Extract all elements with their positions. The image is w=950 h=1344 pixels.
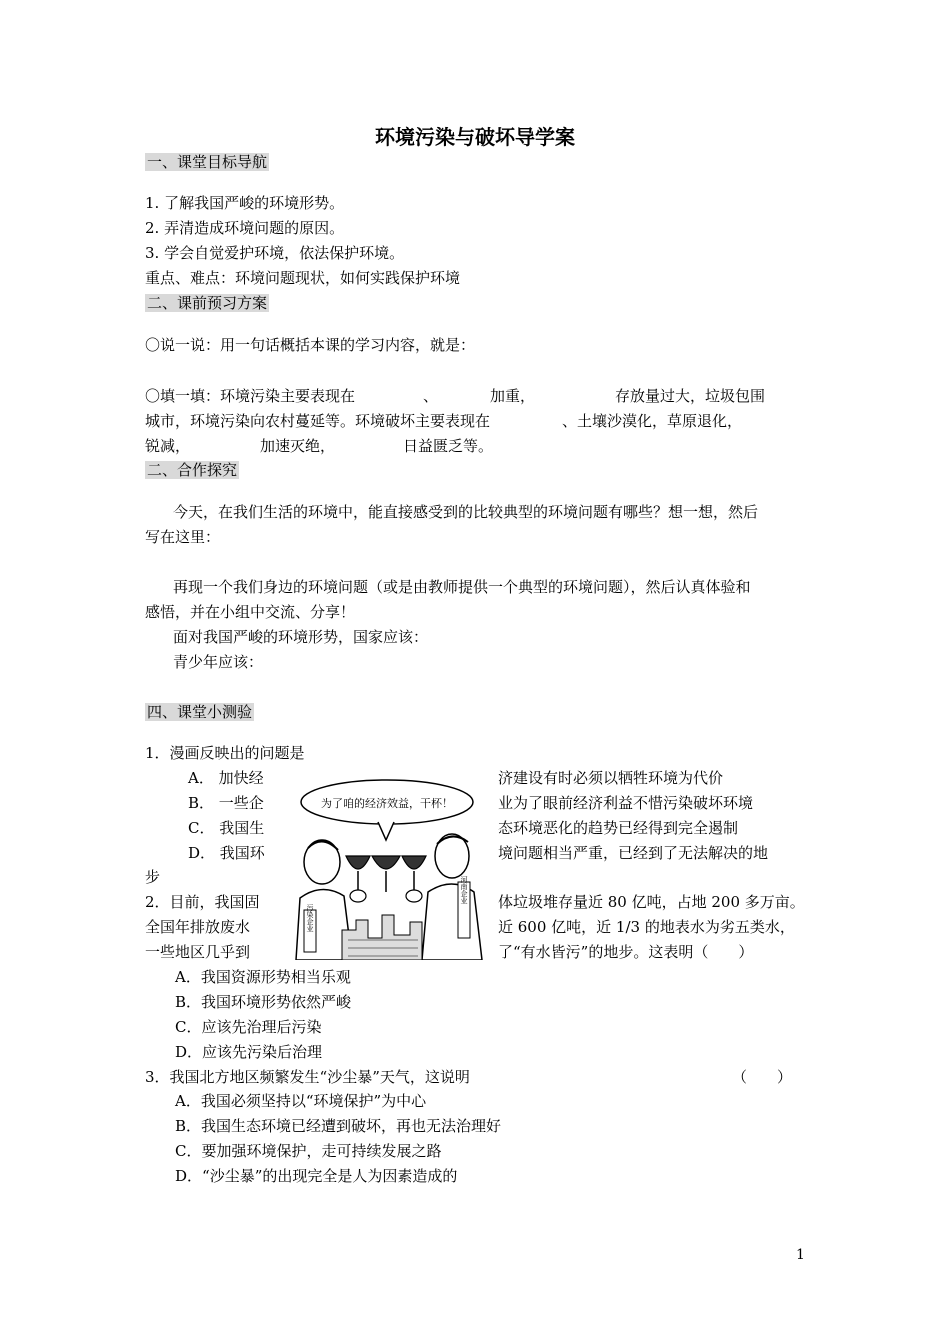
explore-country: 面对我国严峻的环境形势，国家应该： [173,628,429,646]
say-prompt: 〇说一说：用一句话概括本课的学习内容，就是： [145,336,476,354]
fill-text: 加速灭绝， [260,437,336,455]
fill-text: 日益匮乏等。 [403,437,494,455]
explore-paragraph-2a: 再现一个我们身边的环境问题（或是由教师提供一个典型的环境问题），然后认真体验和 [173,578,751,596]
q2-line-2-left: 全国年排放废水 [145,918,251,936]
q1-option-c-right: 态环境恶化的趋势已经得到完全遏制 [498,819,739,837]
q2-option-a: A．我国资源形势相当乐观 [175,968,351,986]
right-man-label: 河南企业 [460,876,468,904]
section-heading-quiz [145,702,254,722]
goal-item-2: 2. 弄清造成环境问题的原因。 [145,219,345,237]
key-points: 重点、难点：环境问题现状，如何实践保护环境 [145,269,461,287]
cartoon-illustration [282,770,492,960]
q2-line-2-right: 近 600 亿吨，近 1/3 的地表水为劣五类水， [498,918,795,936]
q3-option-b: B．我国生态环境已经遭到破坏，再也无法治理好 [175,1117,502,1135]
q2-line-1-right: 体垃圾堆存量近 80 亿吨，占地 200 多万亩。 [498,893,805,911]
q3-option-a: A．我国必须坚持以“环境保护”为中心 [175,1092,427,1110]
middle-wine-glass [372,856,400,869]
section-heading-preview [145,293,269,313]
q3-option-c: C．要加强环境保护，走可持续发展之路 [175,1142,442,1160]
section-heading-text: 二、合作探究 [147,461,238,479]
speech-bubble-tail [378,822,394,840]
fill-text: 、土壤沙漠化，草原退化， [562,412,743,430]
explore-paragraph-1a: 今天，在我们生活的环境中，能直接感受到的比较典型的环境问题有哪些？想一想，然后 [173,503,759,521]
left-wine-glass [346,856,370,869]
left-man-label: 污染企业 [306,904,314,932]
goal-item-3: 3. 学会自觉爱护环境，依法保护环境。 [145,244,405,262]
section-heading-text: 四、课堂小测验 [147,703,253,721]
q2-option-c: C．应该先治理后污染 [175,1018,322,1036]
fill-text: 、 [423,387,439,405]
factory-skyline [342,915,422,960]
q1-option-b-right: 业为了眼前经济利益不惜污染破坏环境 [498,794,754,812]
goal-item-1: 1. 了解我国严峻的环境形势。 [145,194,345,212]
speech-bubble-text: 为了咱的经济效益，干杯！ [321,797,453,810]
section-heading-explore [145,460,239,480]
explore-paragraph-1b: 写在这里： [145,528,221,546]
section-heading-goals [145,152,269,172]
explore-paragraph-2b: 感悟，并在小组中交流、分享！ [145,603,356,621]
right-wine-glass [402,856,426,869]
q1-option-d-wrap: 步 [145,868,161,886]
q1-option-a-right: 济建设有时必须以牺牲环境为代价 [498,769,724,787]
q2-line-1-left: 2．目前，我国固 [145,893,260,911]
right-man-body [422,884,482,960]
q3-option-d: D．“沙尘暴”的出现完全是人为因素造成的 [175,1167,458,1185]
q3-stem: 3．我国北方地区频繁发生“沙尘暴”天气，这说明 [145,1068,470,1086]
q1-option-a-left: A． 加快经 [188,769,264,787]
fill-line-2 [145,411,742,431]
section-heading-text: 二、课前预习方案 [147,294,268,312]
fill-text: 城市，环境污染向农村蔓延等。环境破坏主要表现在 [145,412,491,430]
q3-answer-paren: （ ） [732,1068,793,1086]
explore-youth: 青少年应该： [173,653,264,671]
q2-option-b: B．我国环境形势依然严峻 [175,993,352,1011]
q2-option-d: D．应该先污染后治理 [175,1043,323,1061]
right-hand [406,890,422,902]
q1-stem: 1．漫画反映出的问题是 [145,744,305,762]
fill-text: 加重， [490,387,536,405]
left-hand [350,890,366,902]
page-number: 1 [796,1247,805,1263]
document-title: 环境污染与破坏导学案 [375,125,575,149]
q1-option-c-left: C． 我国生 [188,819,265,837]
fill-text: 存放量过大，垃圾包围 [615,387,766,405]
fill-line-3 [145,436,493,456]
fill-text: 〇填一填：环境污染主要表现在 [145,387,356,405]
section-heading-text: 一、课堂目标导航 [147,153,268,171]
q1-option-d-left: D． 我国环 [188,844,265,862]
q2-line-3-left: 一些地区几乎到 [145,943,251,961]
q2-line-3-right: 了“有水皆污”的地步。这表明（ ） [498,943,754,961]
q1-option-d-right: 境问题相当严重，已经到了无法解决的地 [498,844,769,862]
fill-text: 锐减， [145,437,191,455]
q1-option-b-left: B． 一些企 [188,794,264,812]
fill-line-1 [145,386,765,406]
